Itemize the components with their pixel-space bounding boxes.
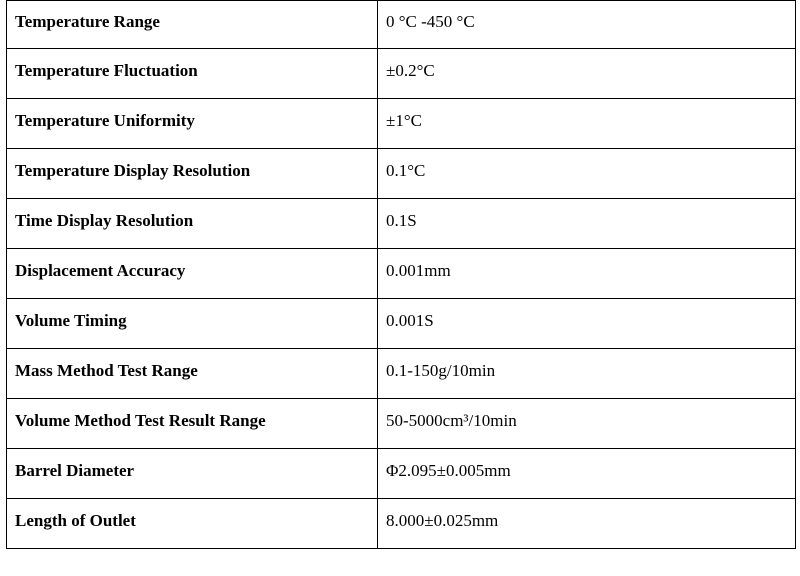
parameter-cell: Temperature Range bbox=[7, 1, 378, 49]
value-cell: 0.1°C bbox=[378, 149, 796, 199]
parameter-cell: Time Display Resolution bbox=[7, 199, 378, 249]
parameter-cell: Volume Timing bbox=[7, 299, 378, 349]
parameter-cell: Mass Method Test Range bbox=[7, 349, 378, 399]
parameter-cell: Length of Outlet bbox=[7, 499, 378, 549]
parameter-cell: Barrel Diameter bbox=[7, 449, 378, 499]
table-row bbox=[7, 149, 796, 199]
table-row bbox=[7, 249, 796, 299]
parameter-cell: Displacement Accuracy bbox=[7, 249, 378, 299]
value-cell: 0.001S bbox=[378, 299, 796, 349]
table-row bbox=[7, 349, 796, 399]
table-row bbox=[7, 1, 796, 49]
value-cell: ±1°C bbox=[378, 99, 796, 149]
table-row bbox=[7, 499, 796, 549]
parameter-cell: Temperature Uniformity bbox=[7, 99, 378, 149]
value-cell: 0 °C -450 °C bbox=[378, 1, 796, 49]
table-row bbox=[7, 99, 796, 149]
value-cell: 8.000±0.025mm bbox=[378, 499, 796, 549]
table-row bbox=[7, 49, 796, 99]
table-row bbox=[7, 449, 796, 499]
parameter-cell: Temperature Display Resolution bbox=[7, 149, 378, 199]
specification-table bbox=[6, 0, 796, 549]
value-cell: ±0.2°C bbox=[378, 49, 796, 99]
parameter-cell: Temperature Fluctuation bbox=[7, 49, 378, 99]
table-row bbox=[7, 399, 796, 449]
table-row bbox=[7, 199, 796, 249]
value-cell: Φ2.095±0.005mm bbox=[378, 449, 796, 499]
specification-table-body bbox=[7, 1, 796, 549]
value-cell: 0.001mm bbox=[378, 249, 796, 299]
table-row bbox=[7, 299, 796, 349]
value-cell: 50-5000cm³/10min bbox=[378, 399, 796, 449]
value-cell: 0.1S bbox=[378, 199, 796, 249]
value-cell: 0.1-150g/10min bbox=[378, 349, 796, 399]
parameter-cell: Volume Method Test Result Range bbox=[7, 399, 378, 449]
